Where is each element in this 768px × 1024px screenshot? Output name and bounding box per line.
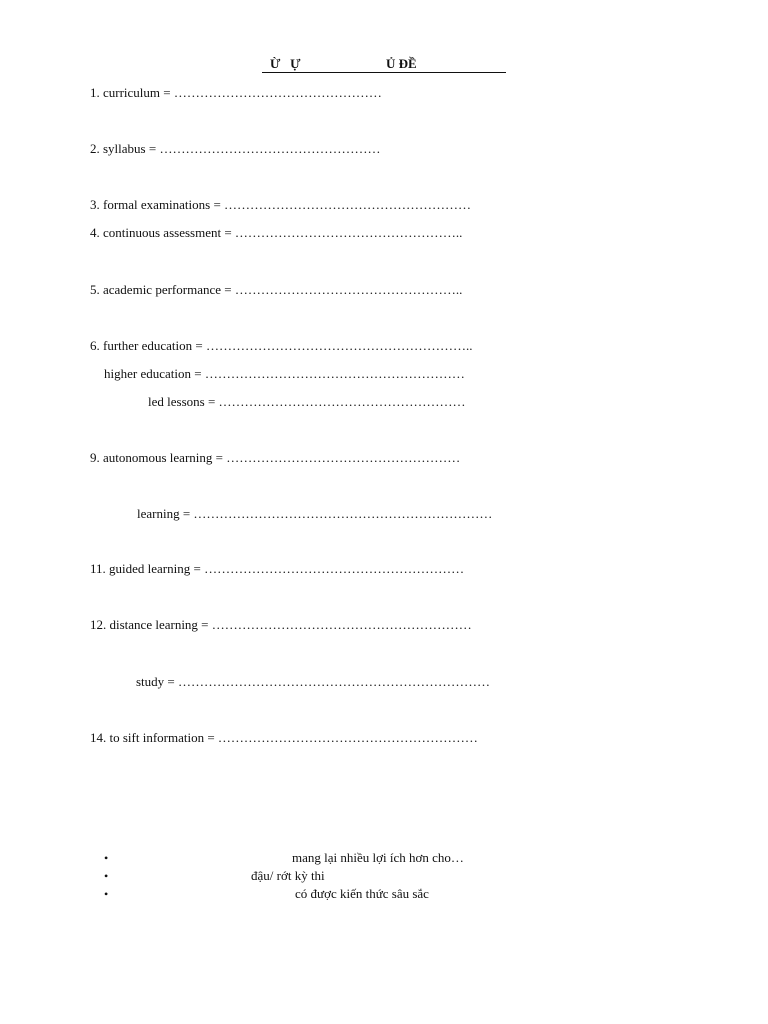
vocab-item-5: 5. academic performance = …………………………………………….. (90, 282, 463, 297)
vocab-item-4: 4. continuous assessment = …………………………………………….. (90, 225, 463, 240)
vocab-item-3: 3. formal examinations = ………………………………………………… (90, 197, 472, 212)
bullet-item (104, 885, 604, 903)
vocab-item-8: led lessons = ………………………………………………… (148, 394, 466, 409)
bullet-marker: • (104, 887, 109, 901)
vocab-item-9: 9. autonomous learning = ……………………………………………… (90, 450, 461, 465)
title-part-1: Ừ Ự (270, 56, 301, 71)
vocab-item-14: 14. to sift information = …………………………………………………… (90, 730, 478, 745)
vocab-item-10: learning = …………………………………………………………… (137, 506, 493, 521)
vocab-item-11: 11. guided learning = …………………………………………………… (90, 561, 465, 576)
bullet-marker: • (104, 869, 109, 883)
bullet-item (104, 867, 604, 885)
bullet-list (104, 849, 604, 903)
vocab-item-6: 6. further education = …………………………………………………….. (90, 338, 473, 353)
title-part-2: Ủ ĐỀ (386, 56, 417, 71)
bullet-marker: • (104, 851, 109, 865)
vocab-item-7: higher education = …………………………………………………… (104, 366, 465, 381)
vocab-item-1: 1. curriculum = ………………………………………… (90, 85, 382, 100)
vocab-item-13: study = ……………………………………………………………… (136, 674, 491, 689)
vocab-item-12: 12. distance learning = …………………………………………………… (90, 617, 472, 632)
bullet-text: có được kiến thức sâu sắc (295, 886, 429, 901)
vocab-item-2: 2. syllabus = …………………………………………… (90, 141, 381, 156)
bullet-item (104, 849, 604, 867)
worksheet-title (262, 56, 506, 73)
bullet-text: mang lại nhiều lợi ích hơn cho… (292, 850, 464, 865)
bullet-text: đậu/ rớt kỳ thi (251, 868, 325, 883)
